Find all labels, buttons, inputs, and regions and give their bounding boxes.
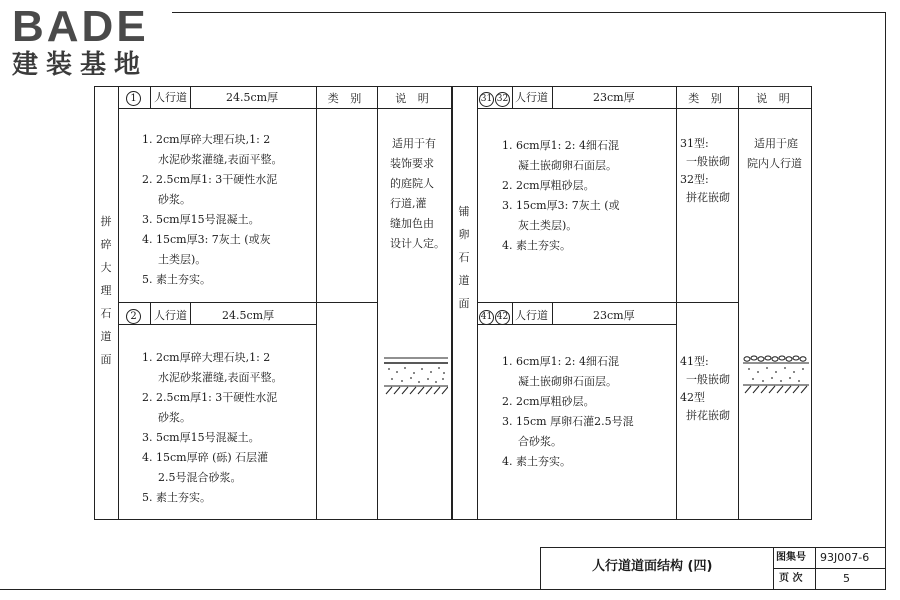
list-item: 灰土类层)。 [518,219,578,232]
right-road-1: 人行道 [515,91,548,104]
list-item: 砂浆。 [158,411,191,424]
list-item: 2. 2.5cm厚1: 3干硬性水泥 [142,391,278,404]
hdr-sub-sep [552,86,553,108]
list-item: 4. 素土夯实。 [502,239,571,252]
type-line: 41型: [680,355,709,368]
left-col-type: 类 别 [327,92,366,105]
type-line: 拼花嵌砌 [686,409,730,422]
hdr-line-left [118,108,452,109]
sep-right-type [676,86,677,520]
logo-brand: BADE [12,2,149,51]
right-layer-section-diagram [743,354,809,396]
left-thickness-2: 24.5cm厚 [222,309,275,322]
type-line: 拼花嵌砌 [686,191,730,204]
left-code-1 [126,88,142,108]
desc-line: 适用于有 [392,137,436,150]
list-item: 4. 素土夯实。 [502,455,571,468]
list-item: 5. 素土夯实。 [142,273,211,286]
type-line: 42型 [680,391,705,404]
left-road-1: 人行道 [154,91,187,104]
page-value: 5 [843,572,850,585]
left-thickness-1: 24.5cm厚 [226,91,279,104]
list-item: 2. 2cm厚粗砂层。 [502,179,595,192]
code-badge: 31 [479,92,494,107]
right-thickness-2: 23cm厚 [593,309,635,322]
brand-logo [12,4,172,84]
list-item: 1. 2cm厚碎大理石块,1: 2 [142,133,271,146]
frame-top [172,12,886,13]
list-item: 土类层)。 [158,253,207,266]
type-line: 一般嵌砌 [686,155,730,168]
sep-left-desc [377,86,378,520]
right-codes-1 [479,88,511,108]
list-item: 3. 15cm 厚卵石灌2.5号混 [502,415,634,428]
list-item: 水泥砂浆灌缝,表面平整。 [158,371,283,384]
code-badge: 2 [126,309,141,324]
left-col-desc: 说 明 [395,92,433,105]
hdr-sub-sep [190,86,191,108]
list-item: 凝土嵌砌卵石面层。 [518,159,617,172]
code-badge: 32 [495,92,510,107]
right-thickness-1: 23cm厚 [593,91,635,104]
right-codes-2 [479,306,511,326]
hdr-sub-sep [150,86,151,108]
hdr-sub-sep [190,302,191,324]
sep-group [451,86,453,520]
hdr-sub-sep [552,302,553,324]
drawing-title: 人行道道面结构 (四) [592,559,713,574]
code-badge: 1 [126,91,141,106]
list-item: 3. 5cm厚15号混凝土。 [142,431,260,444]
sep-left-type [316,86,317,520]
list-item: 5. 素土夯实。 [142,491,211,504]
desc-line: 设计人定。 [390,237,445,250]
desc-line: 院内人行道 [747,157,802,170]
list-item: 3. 5cm厚15号混凝土。 [142,213,260,226]
hdr-sub-sep [150,302,151,324]
desc-line: 的庭院人 [390,177,434,190]
sep-right-title [477,86,478,520]
hdr-sub-sep [512,302,513,324]
hdr-line-right [477,108,812,109]
mid-line-right [477,302,739,303]
desc-line: 行道,灌 [390,197,427,210]
desc-line: 缝加色由 [390,217,434,230]
left-layer-section-diagram [384,355,448,397]
mid-line-left [118,302,378,303]
frame-right [885,12,886,590]
desc-line: 适用于庭 [754,137,798,150]
mid-line-left-2 [118,324,316,325]
type-line: 一般嵌砌 [686,373,730,386]
hdr-sub-sep [512,86,513,108]
sep-left-title [118,86,119,520]
list-item: 1. 6cm厚1: 2: 4细石混 [502,139,619,152]
right-col-desc: 说 明 [756,92,794,105]
sep-right-desc [738,86,739,520]
atlas-value: 93J007-6 [820,551,870,564]
list-item: 凝土嵌砌卵石面层。 [518,375,617,388]
list-item: 合砂浆。 [518,435,562,448]
list-item: 砂浆。 [158,193,191,206]
code-badge: 42 [495,310,510,325]
list-item: 2. 2cm厚粗砂层。 [502,395,595,408]
list-item: 水泥砂浆灌缝,表面平整。 [158,153,283,166]
list-item: 1. 2cm厚碎大理石块,1: 2 [142,351,271,364]
desc-line: 装饰要求 [390,157,434,170]
list-item: 4. 15cm厚3: 7灰土 (或灰 [142,233,271,246]
list-item: 3. 15cm厚3: 7灰土 (或 [502,199,620,212]
left-road-2: 人行道 [154,309,187,322]
right-group-title: 铺 卵 石 道 面 [458,205,470,310]
list-item: 1. 6cm厚1: 2: 4细石混 [502,355,619,368]
type-line: 31型: [680,137,709,150]
left-code-2 [126,306,142,326]
right-road-2: 人行道 [515,309,548,322]
code-badge: 41 [479,310,494,325]
list-item: 2.5号混合砂浆。 [158,471,242,484]
list-item: 4. 15cm厚碎 (砾) 石层灌 [142,451,269,464]
type-line: 32型: [680,173,709,186]
left-group-title: 拼 碎 大 理 石 道 面 [100,215,112,366]
atlas-label: 图集号 [776,552,806,563]
list-item: 2. 2.5cm厚1: 3干硬性水泥 [142,173,278,186]
right-col-type: 类 别 [688,92,726,105]
logo-subtitle: 建装基地 [12,50,149,80]
page-label: 页 次 [779,573,803,584]
